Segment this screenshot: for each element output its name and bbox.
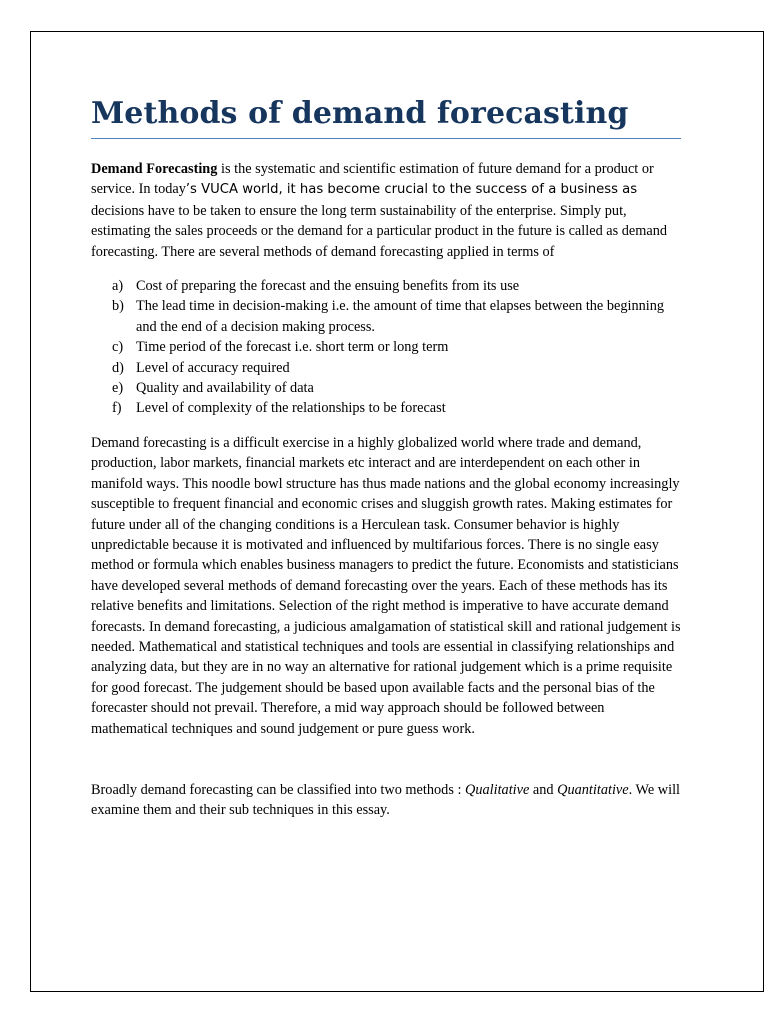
list-marker: b)	[112, 298, 124, 315]
closing-text-1: Broadly demand forecasting can be classified into two methods :	[91, 781, 466, 798]
forecasting-factors-list	[91, 276, 681, 419]
list-item	[91, 358, 681, 378]
list-item-text: The lead time in decision-making i.e. the amount of time that elapses between the beginning and the end of a decision making process.	[136, 298, 665, 335]
method-quantitative: Quantitative	[557, 781, 629, 798]
list-item-text: Time period of the forecast i.e. short term or long term	[136, 339, 449, 356]
list-item	[91, 276, 681, 296]
list-marker: d)	[112, 359, 124, 376]
list-item-text: Level of accuracy required	[136, 359, 290, 376]
closing-paragraph	[91, 780, 681, 821]
title-underline	[91, 138, 681, 139]
list-marker: a)	[112, 278, 124, 295]
list-item	[91, 398, 681, 418]
body-paragraph: Demand forecasting is a difficult exercise in a highly globalized world where trade and demand, production, labor markets, financial markets etc interact and are interdependent on each other in manifold ways. This noodle bowl structure has thus made nations and the global economy increasingly susceptible to frequent financial and economic crises and sluggish growth rates. Making estimates for future under all of the changing conditions is a Herculean task. Consumer behavior is highly unpredictable because it is motivated and influenced by multifarious forces. There is no single easy method or formula which enables business managers to predict the future. Economists and statisticians have developed several methods of demand forecasting over the years. Each of these methods has its relative benefits and limitations. Selection of the right method is imperative to have accurate demand forecasts. In demand forecasting, a judicious amalgamation of statistical skill and rational judgement is needed. Mathematical and statistical techniques and tools are essential in classifying relationships and analyzing data, but they are in no way an alternative for rational judgement which is a prime requisite for good forecast. The judgement should be based upon available facts and the personal bias of the forecaster should not prevail. Therefore, a mid way approach should be followed between mathematical techniques and sound judgement or pure guess work.	[91, 434, 681, 737]
page-title: Methods of demand forecasting	[91, 96, 629, 131]
list-item-text: Level of complexity of the relationships to be forecast	[136, 400, 446, 417]
intro-text-1: is the systematic and scientific estimation of future demand for a product or service. In today	[91, 161, 654, 198]
list-item	[91, 378, 681, 398]
list-item-text: Cost of preparing the forecast and the ensuing benefits from its use	[136, 278, 520, 295]
list-item	[91, 337, 681, 357]
closing-text-3: . We will examine them and their sub techniques in this essay.	[91, 781, 681, 819]
intro-paragraph	[91, 159, 681, 262]
list-item	[91, 296, 681, 337]
intro-apostrophe: ’	[185, 182, 191, 198]
intro-text-2: s VUCA world, it has become crucial to the success of a business as	[190, 182, 638, 198]
list-marker: c)	[112, 339, 124, 356]
list-marker: e)	[112, 380, 124, 397]
closing-text-2: and	[529, 781, 558, 798]
method-qualitative: Qualitative	[465, 781, 530, 798]
intro-text-3: decisions have to be taken to ensure the long term sustainability of the enterprise. Simply put, estimating the sales proceeds or the demand for a particular product in the future is called as demand forecasting. There are several methods of demand forecasting applied in terms of	[91, 202, 668, 260]
document-content	[91, 94, 681, 821]
intro-term: Demand Forecasting	[91, 161, 218, 177]
document-page	[30, 31, 764, 992]
list-item-text: Quality and availability of data	[136, 380, 314, 397]
list-marker: f)	[112, 400, 122, 417]
